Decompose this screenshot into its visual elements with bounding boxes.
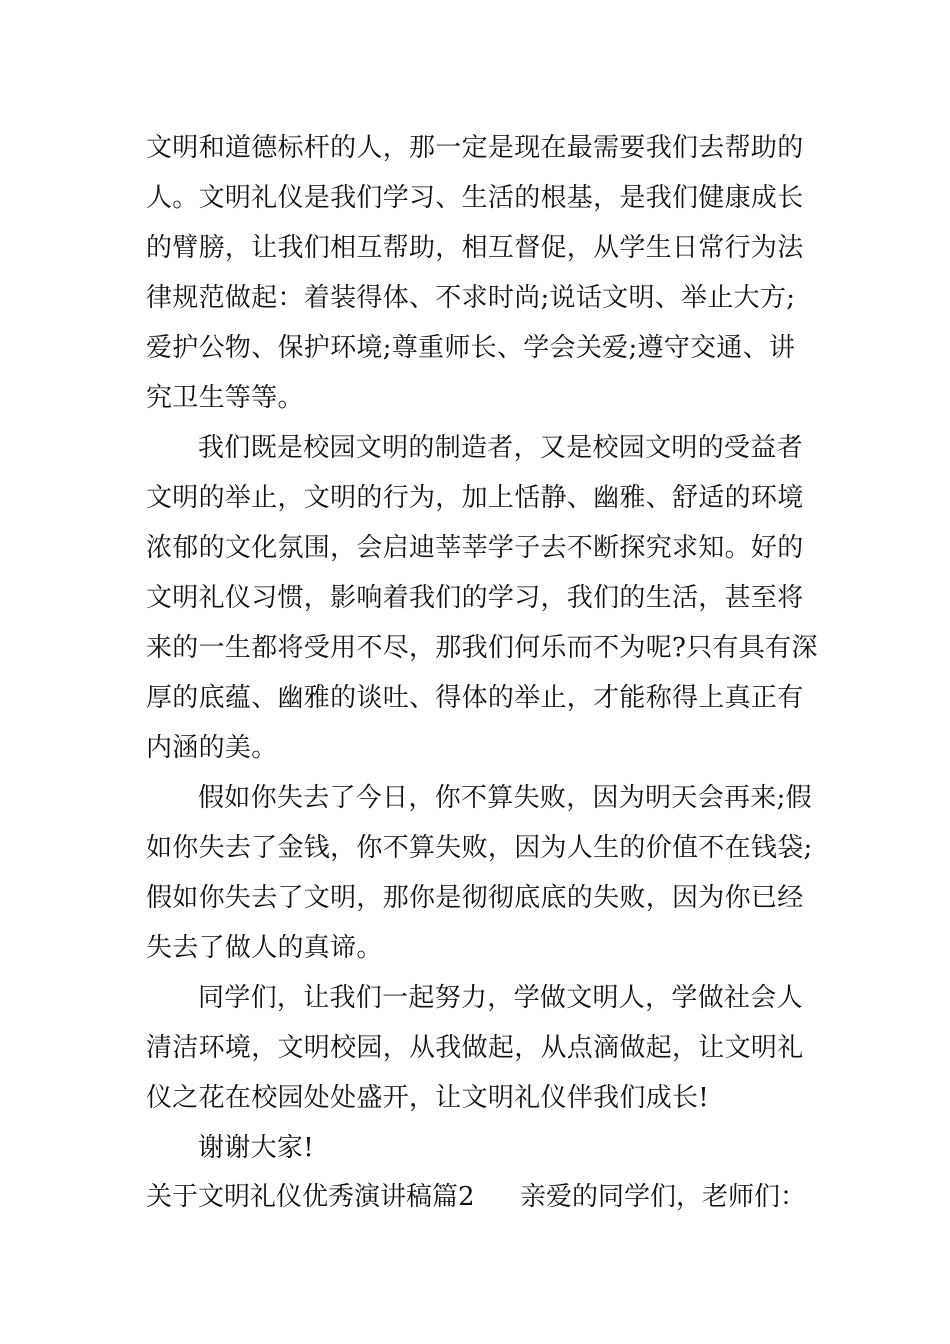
paragraph-first-line: 假如你失去了今日，你不算失败，因为明天会再来;假 [198, 783, 812, 813]
body-line: 内涵的美。 [146, 733, 278, 763]
body-line: 爱护公物、保护环境;尊重师长、学会关爱;遵守交通、讲 [146, 333, 796, 363]
body-line: 失去了做人的真谛。 [146, 933, 383, 963]
paragraph-first-line: 我们既是校园文明的制造者，又是校园文明的受益者 [198, 433, 803, 463]
body-line: 文明和道德标杆的人，那一定是现在最需要我们去帮助的 [146, 133, 804, 163]
salutation: 亲爱的同学们，老师们： [520, 1182, 807, 1212]
body-line: 厚的底蕴、幽雅的谈吐、得体的举止，才能称得上真正有 [146, 683, 804, 713]
body-line: 仪之花在校园处处盛开，让文明礼仪伴我们成长! [146, 1083, 710, 1113]
body-line: 假如你失去了文明，那你是彻彻底底的失败，因为你已经 [146, 883, 804, 913]
section-title: 关于文明礼仪优秀演讲稿篇2 [146, 1182, 475, 1212]
paragraph-first-line: 同学们，让我们一起努力，学做文明人，学做社会人 [198, 983, 803, 1013]
body-line: 清洁环境，文明校园，从我做起，从点滴做起，让文明礼 [146, 1033, 804, 1063]
body-line: 文明礼仪习惯，影响着我们的学习，我们的生活，甚至将 [146, 583, 804, 613]
body-line: 来的一生都将受用不尽，那我们何乐而不为呢?只有具有深 [146, 633, 818, 663]
body-line: 文明的举止，文明的行为，加上恬静、幽雅、舒适的环境 [146, 483, 804, 513]
body-line: 浓郁的文化氛围，会启迪莘莘学子去不断探究求知。好的 [146, 533, 804, 563]
body-line: 律规范做起：着装得体、不求时尚;说话文明、举止大方; [146, 283, 796, 313]
section-heading-row [146, 1182, 826, 1212]
body-line: 究卫生等等。 [146, 383, 304, 413]
body-line: 人。文明礼仪是我们学习、生活的根基，是我们健康成长 [146, 183, 804, 213]
body-line: 的臂膀，让我们相互帮助，相互督促，从学生日常行为法 [146, 233, 804, 263]
body-line: 如你失去了金钱，你不算失败，因为人生的价值不在钱袋; [146, 833, 813, 863]
closing-line: 谢谢大家! [198, 1133, 314, 1163]
